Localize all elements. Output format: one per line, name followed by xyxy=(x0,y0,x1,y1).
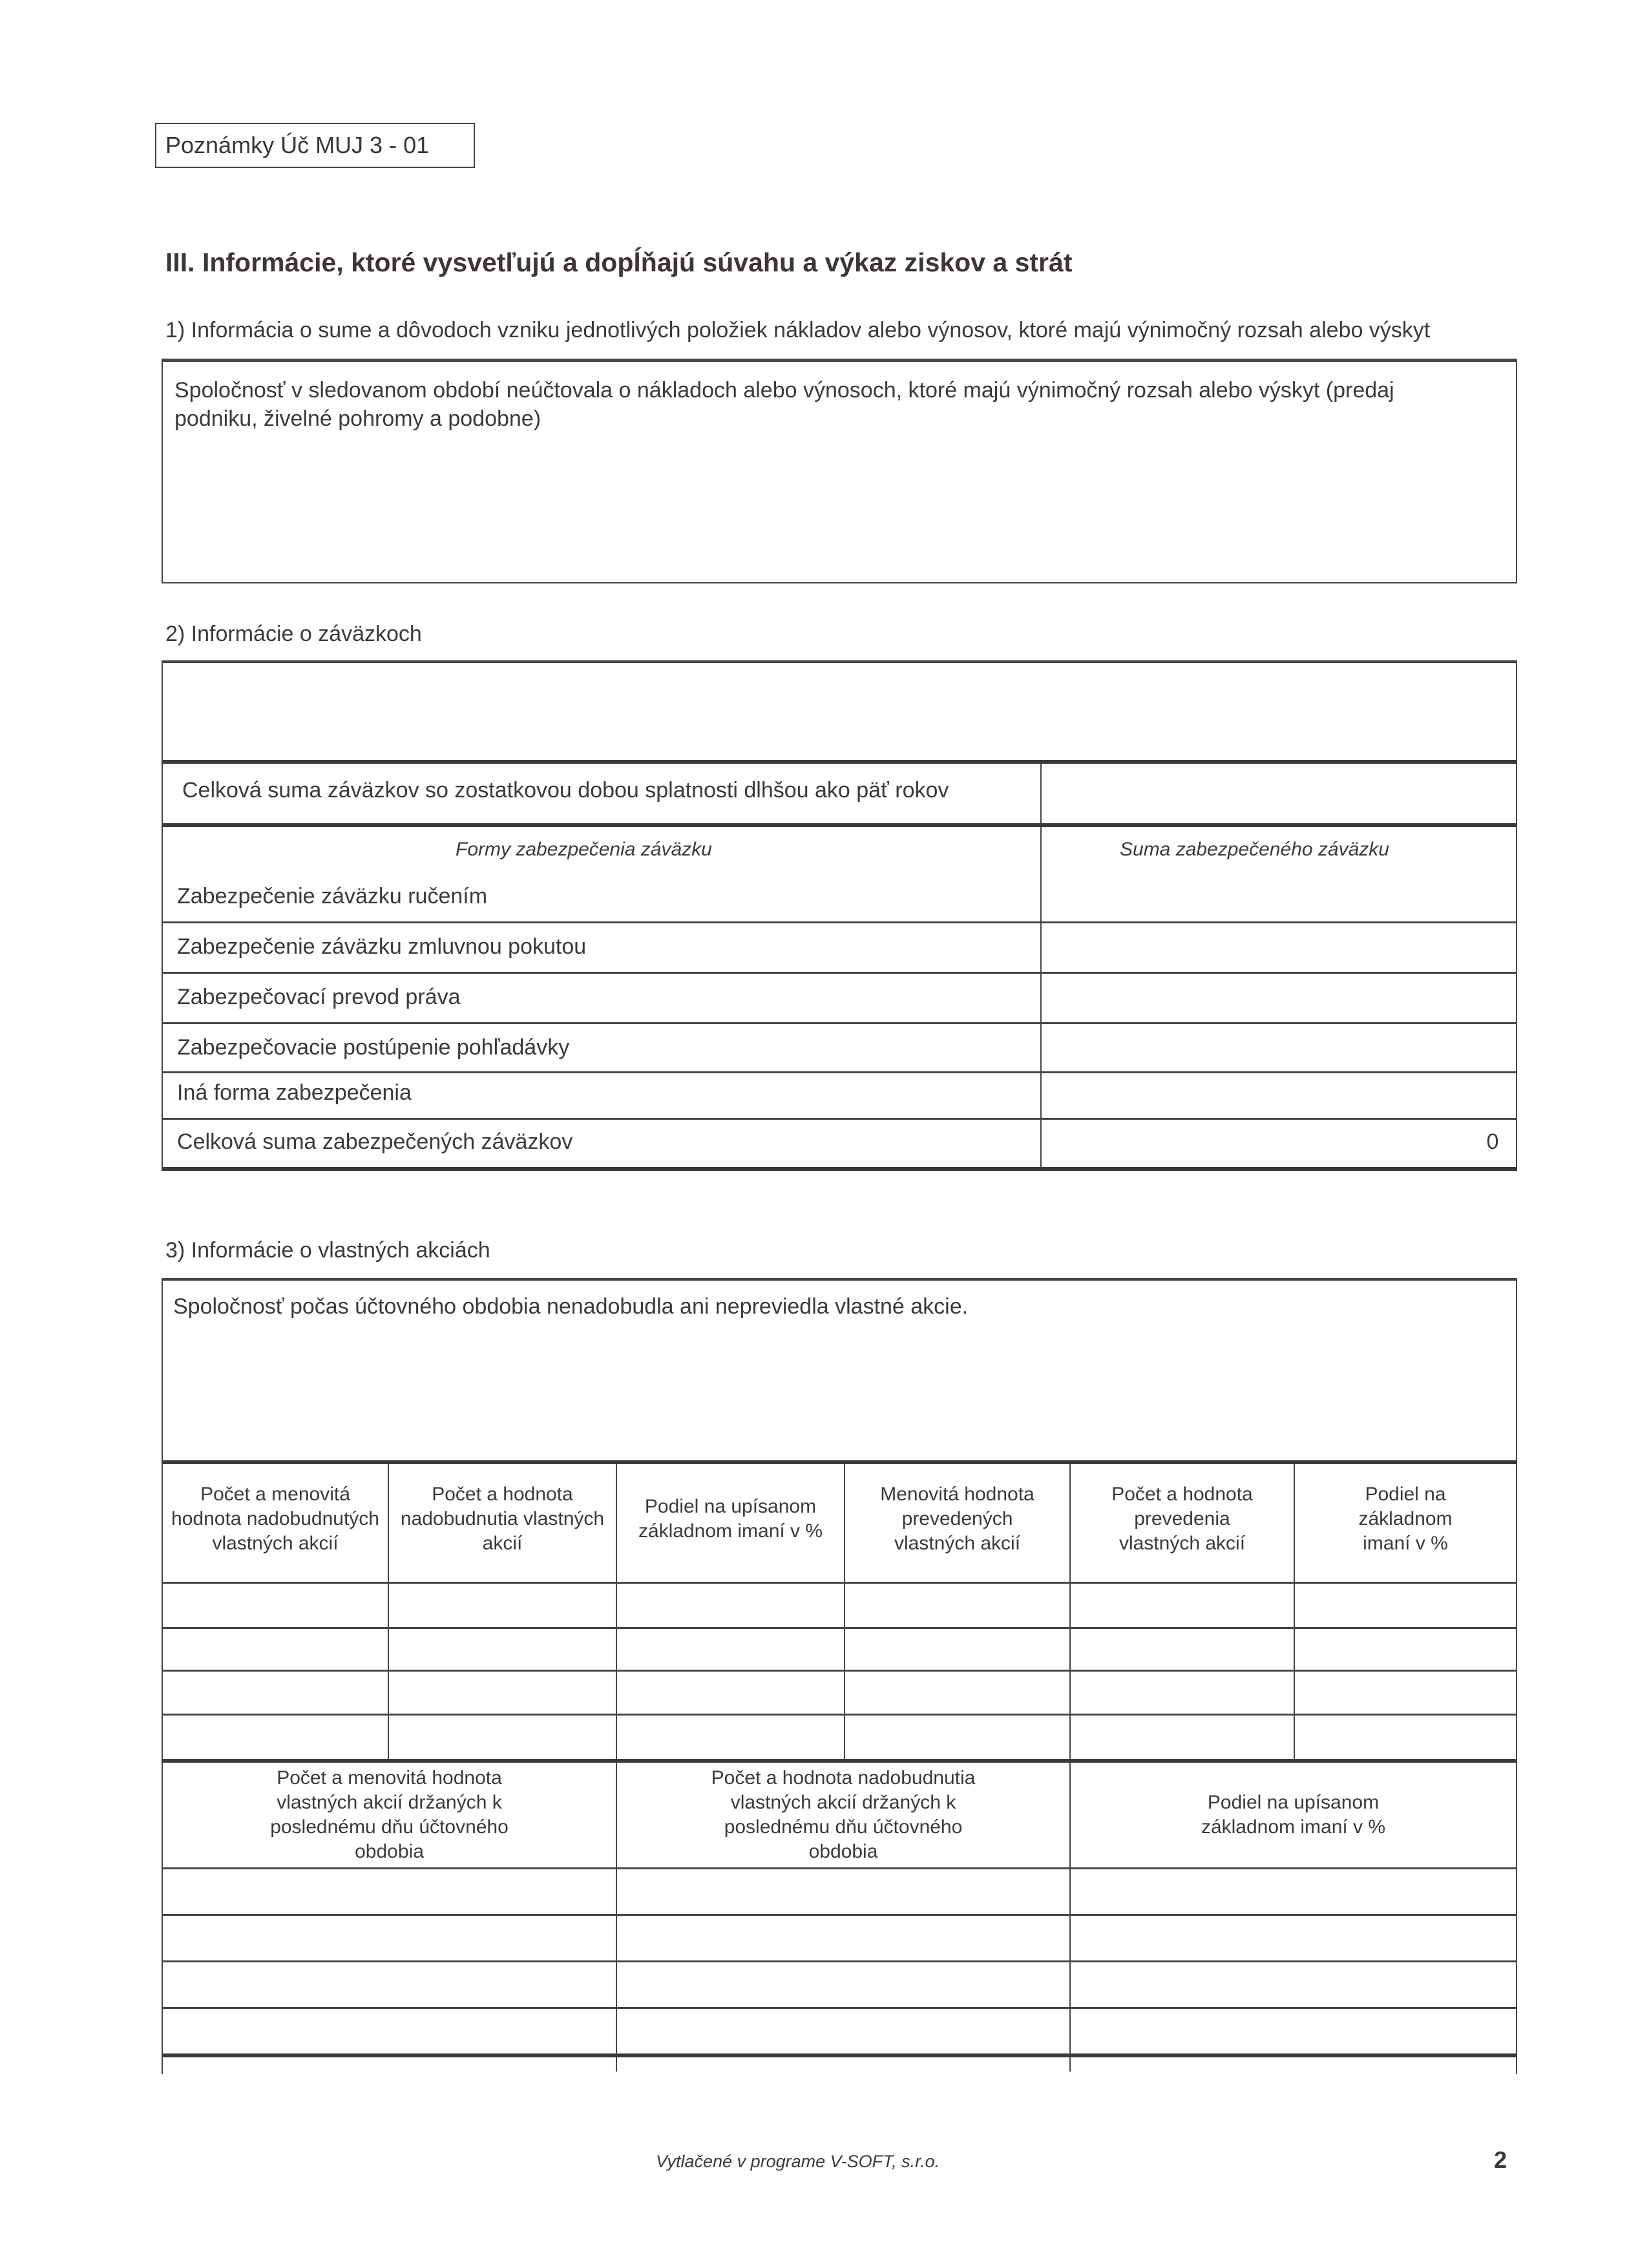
table-cell[interactable] xyxy=(845,1716,1069,1759)
table-cell[interactable] xyxy=(617,1870,1069,1914)
row-value[interactable] xyxy=(1042,923,1516,971)
section1-textbox[interactable] xyxy=(162,359,1517,583)
table-cell[interactable] xyxy=(163,1916,616,1960)
table-cell[interactable] xyxy=(1295,1630,1516,1670)
table-cell[interactable] xyxy=(617,1672,844,1714)
rule xyxy=(162,1627,1517,1629)
table-cell[interactable] xyxy=(163,1584,388,1627)
table2-header-0: Počet a menovitá hodnota vlastných akcií držaných k poslednému dňu účtovného obdobia xyxy=(270,1767,509,1862)
table-cell[interactable] xyxy=(163,1870,616,1914)
table1-header-1: Počet a hodnota nadobudnutia vlastných akcií xyxy=(400,1484,605,1554)
table-cell[interactable] xyxy=(617,1630,844,1670)
row-value[interactable] xyxy=(1042,874,1516,920)
section3-text: Spoločnosť počas účtovného obdobia nenadobudla ani nepreviedla vlastné akcie. xyxy=(173,1294,969,1319)
table-cell[interactable] xyxy=(389,1716,616,1759)
table-cell[interactable] xyxy=(617,1963,1069,2007)
rule xyxy=(1516,660,1517,1171)
table-cell[interactable] xyxy=(1071,1870,1516,1914)
row-value[interactable] xyxy=(1042,1024,1516,1071)
row-label: Zabezpečovací prevod práva xyxy=(177,985,461,1009)
table-cell[interactable] xyxy=(1071,1963,1516,2007)
section2-heading: 2) Informácie o záväzkoch xyxy=(165,622,422,646)
rule xyxy=(1516,1278,1517,2074)
table-cell[interactable] xyxy=(1071,2010,1516,2053)
rule xyxy=(162,2053,1517,2057)
section3-heading: 3) Informácie o vlastných akciách xyxy=(165,1238,490,1263)
liabilities-notes-area[interactable] xyxy=(163,663,1516,760)
liabilities-table xyxy=(162,660,1517,1171)
form-code-box xyxy=(155,123,475,168)
table-cell[interactable] xyxy=(617,1584,844,1627)
table1-header-2: Podiel na upísanom základnom imaní v % xyxy=(638,1496,823,1542)
table1-header-3: Menovitá hodnota prevedených vlastných akcií xyxy=(880,1484,1035,1554)
table-cell[interactable] xyxy=(163,1672,388,1714)
table-cell[interactable] xyxy=(1295,1716,1516,1759)
table1-header-0: Počet a menovitá hodnota nadobudnutých vlastných akcií xyxy=(171,1484,379,1554)
printed-by-footer: Vytlačené v programe V-SOFT, s.r.o. xyxy=(656,2152,940,2171)
table-cell[interactable] xyxy=(845,1672,1069,1714)
table-cell[interactable] xyxy=(163,1963,616,2007)
table-cell[interactable] xyxy=(1071,1584,1294,1627)
rule xyxy=(162,1914,1517,1916)
row-label: Zabezpečenie záväzku zmluvnou pokutou xyxy=(177,934,587,959)
total-secured-value[interactable]: 0 xyxy=(1486,1129,1499,1154)
rule xyxy=(162,1582,1517,1584)
table-cell[interactable] xyxy=(389,1672,616,1714)
table2-header-2: Podiel na upísanom základnom imaní v % xyxy=(1201,1792,1386,1838)
section1-text-line1: Spoločnosť v sledovanom období neúčtovala o nákladoch alebo výnosoch, ktoré majú výnimočný rozsah alebo výskyt (predaj xyxy=(174,378,1394,403)
rule xyxy=(162,1670,1517,1672)
table-cell[interactable] xyxy=(1295,1584,1516,1627)
long-term-liabilities-label: Celková suma záväzkov so zostatkovou dobou splatnosti dlhšou ako päť rokov xyxy=(182,778,949,803)
long-term-liabilities-value[interactable] xyxy=(1042,764,1516,823)
table2-header-1: Počet a hodnota nadobudnutia vlastných akcií držaných k poslednému dňu účtovného obdobia xyxy=(711,1767,976,1862)
rule xyxy=(162,1960,1517,1962)
table-cell[interactable] xyxy=(1071,1630,1294,1670)
table-cell[interactable] xyxy=(845,1630,1069,1670)
row-label: Zabezpečovacie postúpenie pohľadávky xyxy=(177,1035,570,1060)
table1-header-4: Počet a hodnota prevedenia vlastných akcií xyxy=(1111,1484,1253,1554)
table-cell[interactable] xyxy=(617,2010,1069,2053)
table-cell[interactable] xyxy=(1071,1916,1516,1960)
rule xyxy=(162,1714,1517,1716)
table-cell[interactable] xyxy=(163,1630,388,1670)
rule xyxy=(162,2007,1517,2009)
table-cell[interactable] xyxy=(617,1916,1069,1960)
table-cell[interactable] xyxy=(1071,1716,1294,1759)
table-cell[interactable] xyxy=(1295,1672,1516,1714)
table-cell[interactable] xyxy=(845,1584,1069,1627)
table-cell[interactable] xyxy=(389,1584,616,1627)
table-cell[interactable] xyxy=(163,1716,388,1759)
table-cell[interactable] xyxy=(163,2010,616,2053)
amount-column-header: Suma zabezpečeného záväzku xyxy=(1120,839,1389,860)
table-cell[interactable] xyxy=(617,1716,844,1759)
section1-text-line2: podniku, živelné pohromy a podobne) xyxy=(174,406,541,431)
rule xyxy=(162,1118,1517,1120)
table-cell[interactable] xyxy=(389,1630,616,1670)
rule xyxy=(162,1167,1517,1171)
rule xyxy=(162,1278,1517,1281)
section-title: III. Informácie, ktoré vysvetľujú a dopĺňajú súvahu a výkaz ziskov a strát xyxy=(165,247,1073,277)
table-cell[interactable] xyxy=(1071,1672,1294,1714)
section1-heading: 1) Informácia o sume a dôvodoch vzniku jednotlivých položiek nákladov alebo výnosov, ktoré majú výnimočný rozsah alebo výskyt xyxy=(165,318,1431,342)
rule xyxy=(162,1867,1517,1869)
table1-header-5: Podiel na základnom imaní v % xyxy=(1358,1484,1453,1554)
form-code: Poznámky Úč MUJ 3 - 01 xyxy=(165,132,430,158)
row-label: Zabezpečenie záväzku ručením xyxy=(177,884,488,908)
page-number: 2 xyxy=(1494,2147,1507,2173)
total-secured-label: Celková suma zabezpečených záväzkov xyxy=(177,1129,573,1154)
row-value[interactable] xyxy=(1042,974,1516,1022)
forms-column-header: Formy zabezpečenia záväzku xyxy=(456,839,712,860)
own-shares-table xyxy=(162,1278,1517,2074)
row-label: Iná forma zabezpečenia xyxy=(177,1080,412,1105)
rule xyxy=(162,823,1517,827)
row-value[interactable] xyxy=(1042,1073,1516,1116)
